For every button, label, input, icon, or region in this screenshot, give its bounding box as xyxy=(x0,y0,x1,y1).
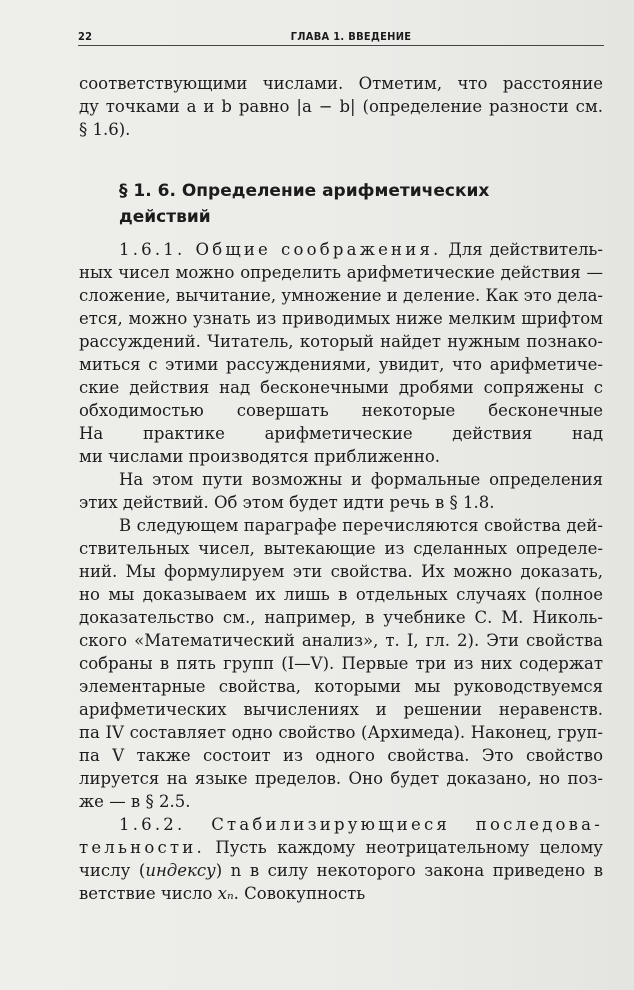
subsection-title: 1.6.2. Стабилизирующиеся последова- xyxy=(119,815,603,834)
subsection-title: 1.6.1. Общие соображения. xyxy=(119,240,442,259)
text-line: В следующем параграфе перечисляются свойства дей- xyxy=(119,516,603,535)
page-number: 22 xyxy=(78,30,93,43)
text-line: На этом пути возможны и формальные определения xyxy=(119,470,603,489)
text-line: ду точками a и b равно |a − b| (определение разности см. xyxy=(79,97,603,116)
emphasis: индексу xyxy=(145,861,216,880)
text-line: ется, можно узнать из приводимых ниже мелким шрифтом xyxy=(79,309,603,328)
text-line: ветствие число xₙ. Совокупность xyxy=(79,884,366,903)
section-heading: § 1. 6. Определение арифметических xyxy=(119,181,490,201)
text-line: рассуждений. Читатель, который найдет нужным познако- xyxy=(79,332,603,351)
text-line: обходимостью совершать некоторые бесконечные xyxy=(79,401,603,420)
text-line: этих действий. Об этом будет идти речь в § 1.8. xyxy=(79,493,495,512)
text-line: па IV составляет одно свойство (Архимеда). Наконец, груп- xyxy=(79,723,603,742)
text-line: лируется на языке пределов. Оно будет доказано, но поз- xyxy=(79,769,603,788)
text-line: ствительных чисел, вытекающие из сделанных определе- xyxy=(79,539,603,558)
subsection-title-cont: тельности. xyxy=(79,838,205,857)
text-line: ний. Мы формулируем эти свойства. Их можно доказать, xyxy=(79,562,603,581)
math-symbol: xₙ xyxy=(217,884,234,903)
text-line: числу (индексу) n в силу некоторого закона приведено в xyxy=(79,861,603,880)
text-line: миться с этими рассуждениями, увидит, что арифметиче- xyxy=(79,355,603,374)
text-line: соответствующими числами. Отметим, что расстояние xyxy=(79,74,603,93)
text-line: На практике арифметические действия над xyxy=(79,424,603,443)
text-line: элементарные свойства, которыми мы руководствуемся xyxy=(79,677,603,696)
text-line: ми числами производятся приближенно. xyxy=(79,447,441,466)
text-line: же — в § 2.5. xyxy=(79,792,191,811)
text-line: доказательство см., например, в учебнике С. М. Николь- xyxy=(79,608,603,627)
text-line: сложение, вычитание, умножение и деление. Как это дела- xyxy=(79,286,603,305)
subsection-lead-line: 1.6.1. Общие соображения. Для действитель- xyxy=(119,240,603,259)
text-line: собраны в пять групп (I—V). Первые три из них содержат xyxy=(79,654,603,673)
running-head xyxy=(78,30,604,46)
text-line: па V также состоит из одного свойства. Это свойство xyxy=(79,746,603,765)
text-line: § 1.6). xyxy=(79,120,131,139)
section-heading-cont: действий xyxy=(119,207,211,227)
subsection-lead-line: тельности. Пусть каждому неотрицательному целому xyxy=(79,838,603,857)
text-line: ных чисел можно определить арифметические действия — xyxy=(79,263,603,282)
text-line: арифметических вычислениях и решении неравенств. xyxy=(79,700,603,719)
text-line: но мы доказываем их лишь в отдельных случаях (полное xyxy=(79,585,603,604)
text-line: ские действия над бесконечными дробями сопряжены с xyxy=(79,378,603,397)
chapter-title: ГЛАВА 1. ВВЕДЕНИЕ xyxy=(290,30,412,43)
page-body xyxy=(79,72,603,905)
text-line: ского «Математический анализ», т. I, гл. 2). Эти свойства xyxy=(79,631,603,650)
